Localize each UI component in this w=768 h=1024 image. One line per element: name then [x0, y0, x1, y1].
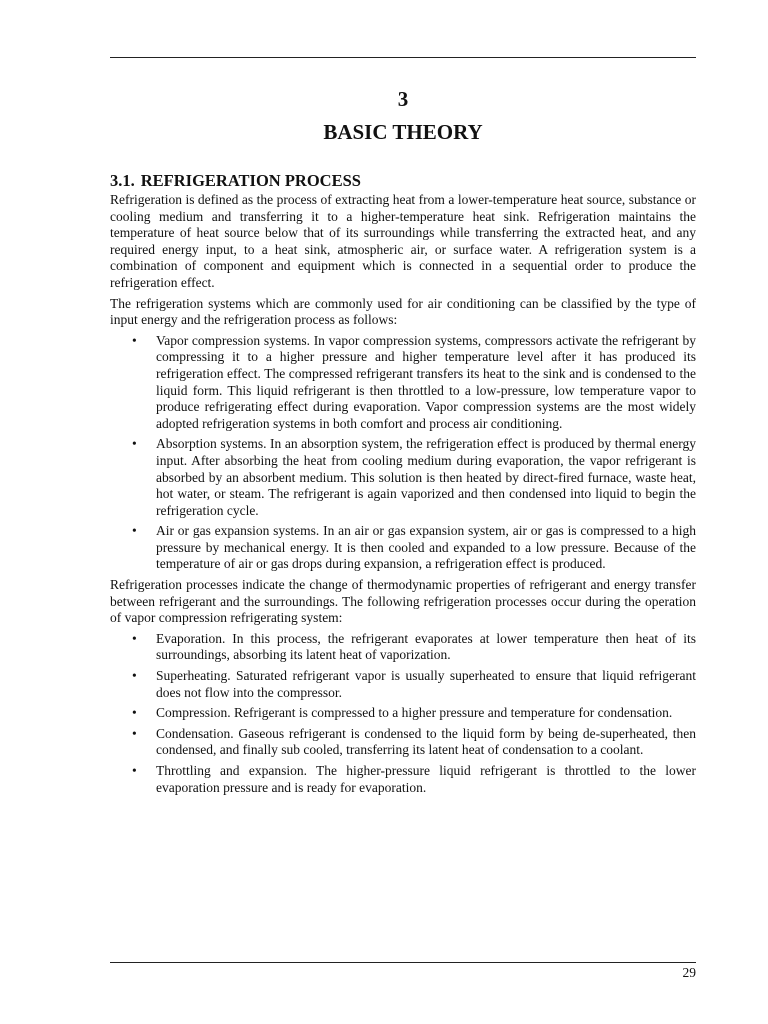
header-rule: [110, 57, 696, 58]
list-item-text: Superheating. Saturated refrigerant vapor is usually superheated to ensure that liquid refrigerant does not flow into the compressor.: [156, 668, 696, 700]
list-item-evaporation: [110, 631, 696, 664]
bullet-icon: •: [132, 332, 137, 348]
bullet-icon: •: [132, 523, 137, 539]
list-item-text: Condensation. Gaseous refrigerant is condensed to the liquid form by being de-superheated, then condensed, and finally sub cooled, transferring its latent heat of condensation to a coolant.: [156, 725, 696, 758]
list-item-text: Evaporation. In this process, the refrigerant evaporates at lower temperature then heat of its surroundings, absorbing its latent heat of vaporization.: [156, 630, 696, 663]
list-item-text: Throttling and expansion. The higher-pressure liquid refrigerant is throttled to the lower evaporation pressure and is ready for evaporation.: [156, 763, 696, 795]
bullet-icon: •: [132, 705, 137, 721]
list-item-gas-expansion: [110, 523, 696, 573]
list-item-compression: [110, 705, 696, 722]
bullet-icon: •: [132, 668, 137, 684]
bullet-icon: •: [132, 630, 137, 646]
chapter-title: BASIC THEORY: [323, 120, 483, 144]
paragraph-classification: The refrigeration systems which are commonly used for air conditioning can be classified by the type of input energy and the refrigeration process as follows:: [110, 295, 696, 328]
document-page: [110, 0, 696, 1024]
list-item-absorption: [110, 436, 696, 519]
bullet-icon: •: [132, 436, 137, 452]
list-item-condensation: [110, 726, 696, 759]
page-body: [110, 171, 696, 800]
section-title: REFRIGERATION PROCESS: [140, 171, 361, 190]
paragraph-definition: Refrigeration is defined as the process of extracting heat from a lower-temperature heat source, substance or cooling medium and transferring it to a higher-temperature heat sink. Refrigeration maintains the temperature of heat source below that of its surroundings while transferring the extracted heat, and any required energy input, to a heat sink, atmospheric air, or surface water. A refrigeration system is a combination of component and equipment which is connected in a sequential order to produce the refrigeration effect.: [110, 192, 696, 290]
bullet-icon: •: [132, 725, 137, 741]
page-number: 29: [682, 965, 696, 980]
bullet-icon: •: [132, 763, 137, 778]
list-item-text: Air or gas expansion systems. In an air or gas expansion system, air or gas is compressed to a high pressure by mechanical energy. It is then cooled and expanded to a low pressure. Because of the temperature of air or gas drops during expansion, a refrigeration effect is produced.: [156, 523, 696, 572]
chapter-number: 3: [397, 87, 409, 111]
list-item-text: Compression. Refrigerant is compressed to a higher pressure and temperature for condensation.: [156, 705, 673, 721]
list-item-throttling: [110, 763, 696, 796]
processes-list: [110, 631, 696, 796]
systems-list: [110, 333, 696, 573]
paragraph-processes: Refrigeration processes indicate the change of thermodynamic properties of refrigerant and energy transfer between refrigerant and the surroundings. The following refrigeration processes occur during the operation of vapor compression refrigerating system:: [110, 577, 696, 626]
footer-rule: [110, 962, 696, 963]
list-item-superheating: [110, 668, 696, 701]
section-number: 3.1.: [110, 171, 135, 190]
list-item-vapor-compression: [110, 333, 696, 433]
list-item-text: Vapor compression systems. In vapor compression systems, compressors activate the refrigerant by compressing it to a higher pressure and higher temperature level after it has produced its refrigeration effect. The compressed refrigerant transfers its heat to the sink and is condensed to the liquid form. This liquid refrigerant is then throttled to a low-pressure, low temperature vapor to produce refrigerating effect during evaporation. Vapor compression systems are the most widely adopted refrigeration systems in both comfort and process air conditioning.: [156, 332, 696, 431]
list-item-text: Absorption systems. In an absorption system, the refrigeration effect is produced by thermal energy input. After absorbing the heat from cooling medium during evaporation, the vapor refrigerant is absorbed by an absorbent medium. This solution is then heated by direct-fired furnace, waste heat, hot water, or steam. The refrigerant is again vaporized and then condensed into liquid to begin the refrigeration cycle.: [156, 436, 696, 518]
section-heading: [110, 171, 696, 191]
